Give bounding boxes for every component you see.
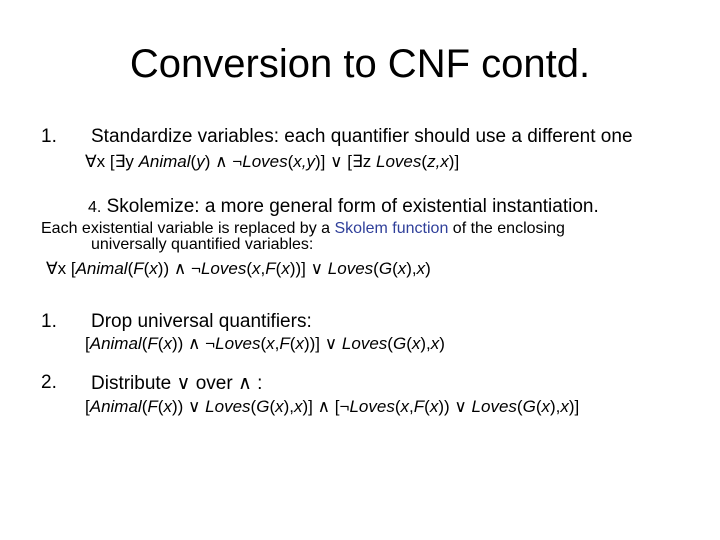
formula-token: Loves xyxy=(327,259,374,278)
distribute-text-mid: over xyxy=(190,373,238,394)
formula-token: ( xyxy=(373,259,379,278)
formula-token: ∧ xyxy=(187,334,201,353)
formula-token: F xyxy=(265,259,276,278)
formula-token: Loves xyxy=(471,397,517,416)
formula-token: ( xyxy=(287,152,294,171)
formula-token: x xyxy=(163,397,172,416)
formula-token: )) xyxy=(171,397,188,416)
formula-token: ), xyxy=(406,259,417,278)
formula-token: ( xyxy=(269,397,276,416)
formula-token: ∨ xyxy=(187,397,201,416)
distributed-formula xyxy=(85,397,579,417)
formula-token: G xyxy=(378,259,393,278)
formula-token: G xyxy=(522,397,536,416)
step-4-text: Skolemize: a more general form of existential instantiation. xyxy=(106,196,599,217)
formula-token: ∨ xyxy=(454,397,467,416)
formula-token: [ xyxy=(330,397,340,416)
formula-token: ), xyxy=(420,334,431,353)
slide-title: Conversion to CNF contd. xyxy=(129,42,591,86)
distribute-text-pre: Distribute xyxy=(91,373,177,394)
formula-token: x xyxy=(400,397,410,416)
formula-token: Loves xyxy=(376,152,422,171)
formula-token: ¬ xyxy=(339,397,350,416)
distribute-step-number: 2. xyxy=(41,372,57,393)
formula-token: ( xyxy=(406,334,412,353)
formula-token: ( xyxy=(516,397,523,416)
formula-token: , xyxy=(260,259,266,278)
formula-token: ( xyxy=(535,397,542,416)
formula-token: ∨ xyxy=(324,334,338,353)
or-symbol: ∨ xyxy=(176,373,191,394)
formula-token: ( xyxy=(424,397,430,416)
step-4-line xyxy=(88,196,599,218)
formula-token: F xyxy=(147,397,158,416)
formula-token: ∧ xyxy=(173,259,187,278)
formula-token: z,x xyxy=(427,152,449,171)
formula-token: )] xyxy=(448,152,460,171)
formula-token: ( xyxy=(289,334,296,353)
formula-token: [ xyxy=(85,397,90,416)
formula-token: ¬ xyxy=(232,152,243,171)
formula-token: x xyxy=(429,397,439,416)
formula-token: Loves xyxy=(341,334,388,353)
skolem-note-pre: Each existential variable is replaced by a xyxy=(41,220,335,237)
formula-token: ))] xyxy=(303,334,325,353)
formula-token: x xyxy=(275,397,284,416)
formula-token: ( xyxy=(143,259,150,278)
formula-token: ∀ xyxy=(46,259,58,278)
formula-token: ( xyxy=(260,334,267,353)
and-symbol: ∧ xyxy=(237,373,252,394)
formula-token: ∨ xyxy=(310,259,324,278)
formula-token: )] xyxy=(568,397,580,416)
formula-token: x xyxy=(397,259,407,278)
formula-token: Loves xyxy=(349,397,395,416)
formula-token: x xyxy=(541,397,550,416)
formula-token: x xyxy=(294,397,303,416)
formula-token: x xyxy=(266,334,275,353)
formula-token: )) xyxy=(171,334,188,353)
formula-token: x,y xyxy=(293,152,316,171)
formula-token: Loves xyxy=(242,152,288,171)
skolem-note-line-2: universally quantified variables: xyxy=(91,236,314,253)
formula-token: ), xyxy=(550,397,561,416)
formula-token: ) xyxy=(204,152,216,171)
formula-token: Loves xyxy=(200,259,247,278)
formula-token: ( xyxy=(141,334,148,353)
formula-token: x xyxy=(411,334,421,353)
formula-token: x xyxy=(149,259,158,278)
standardized-formula xyxy=(85,152,459,172)
drop-step-text: Drop universal quantifiers: xyxy=(91,311,312,332)
formula-token: Animal xyxy=(89,397,142,416)
formula-token: ), xyxy=(283,397,295,416)
formula-token: Loves xyxy=(205,397,251,416)
formula-token: )) xyxy=(157,259,174,278)
formula-token: ( xyxy=(246,259,253,278)
formula-token: ( xyxy=(392,259,398,278)
formula-token: ( xyxy=(421,152,428,171)
formula-token: )) xyxy=(438,397,455,416)
formula-token: )] xyxy=(302,397,318,416)
formula-token: Loves xyxy=(215,334,261,353)
formula-token: F xyxy=(133,259,144,278)
formula-token: ∧ xyxy=(317,397,331,416)
formula-token: G xyxy=(392,334,407,353)
formula-token: )] xyxy=(315,152,331,171)
formula-token: x xyxy=(416,259,426,278)
skolem-note-post: of the enclosing xyxy=(448,220,565,237)
step-1-number: 1. xyxy=(41,126,57,147)
drop-step-number: 1. xyxy=(41,311,57,332)
formula-token: ∀ xyxy=(85,152,97,171)
formula-token: x [ xyxy=(57,259,76,278)
skolem-function-term: Skolem function xyxy=(334,220,449,237)
formula-token: ( xyxy=(275,259,282,278)
formula-token: ) xyxy=(439,334,445,353)
step-4-number: 4. xyxy=(88,199,102,216)
formula-token: ( xyxy=(394,397,401,416)
formula-token: ( xyxy=(127,259,134,278)
formula-token: y xyxy=(125,152,139,171)
formula-token: F xyxy=(147,334,158,353)
formula-token: ))] xyxy=(289,259,311,278)
formula-token: Animal xyxy=(138,152,191,171)
formula-token: z xyxy=(362,152,377,171)
formula-token: ¬ xyxy=(205,334,216,353)
formula-token: ( xyxy=(190,152,197,171)
formula-token: ¬ xyxy=(191,259,201,278)
skolem-note-line-1 xyxy=(41,221,565,236)
formula-token: G xyxy=(256,397,270,416)
formula-token: x xyxy=(430,334,440,353)
formula-token: Animal xyxy=(75,259,128,278)
formula-token: [ xyxy=(85,334,90,353)
formula-token: ( xyxy=(157,397,164,416)
step-1-text: Standardize variables: each quantifier should use a different one xyxy=(91,126,633,147)
formula-token: ∃ xyxy=(352,152,363,171)
formula-token: , xyxy=(274,334,280,353)
distribute-step-text xyxy=(91,372,262,395)
formula-token: F xyxy=(413,397,425,416)
formula-token: ( xyxy=(157,334,164,353)
formula-token: x xyxy=(295,334,304,353)
formula-token: x xyxy=(281,259,290,278)
formula-token: F xyxy=(279,334,290,353)
formula-token: x xyxy=(163,334,172,353)
dropped-quantifiers-formula xyxy=(85,334,445,354)
formula-token: ( xyxy=(141,397,148,416)
formula-token: x xyxy=(560,397,569,416)
formula-token: ∧ xyxy=(215,152,228,171)
formula-token: x xyxy=(252,259,261,278)
formula-token: ∃ xyxy=(114,152,126,171)
formula-token: ) xyxy=(425,259,431,278)
formula-token: [ xyxy=(342,152,353,171)
formula-token: ( xyxy=(387,334,393,353)
formula-token: Animal xyxy=(89,334,142,353)
formula-token: x [ xyxy=(96,152,115,171)
formula-token: y xyxy=(196,152,205,171)
distribute-text-post: : xyxy=(251,373,263,394)
formula-token: ∨ xyxy=(330,152,343,171)
formula-token: , xyxy=(409,397,414,416)
formula-token: ( xyxy=(250,397,257,416)
skolemized-formula xyxy=(46,259,431,279)
